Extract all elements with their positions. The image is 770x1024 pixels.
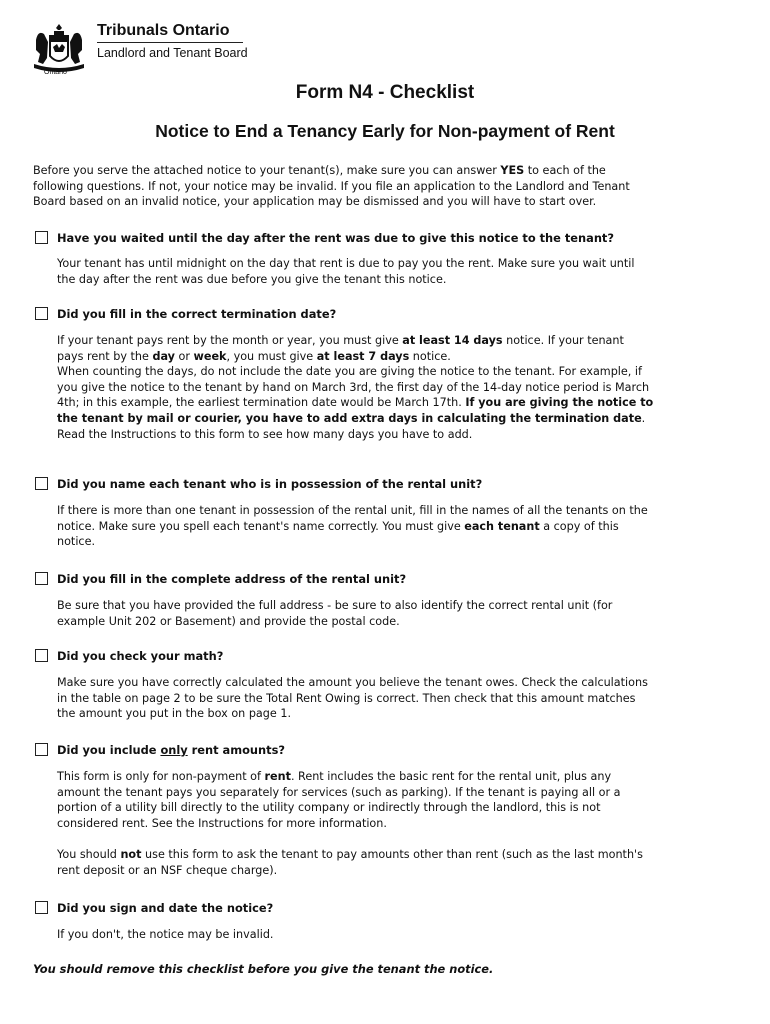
checkbox[interactable] [35, 477, 48, 490]
question-text: Did you fill in the complete address of the rental unit? [57, 572, 407, 586]
answer-sign-date: If you don't, the notice may be invalid. [57, 928, 274, 941]
answer-tenant-names: If there is more than one tenant in possession of the rental unit, fill in the names of all the tenants on the notice. Make sure you spell each tenant's name correctly. You must give each tenant a copy of this notice. [57, 504, 648, 549]
checklist-item-rent-only[interactable] [35, 742, 285, 758]
checkbox[interactable] [35, 743, 48, 756]
answer-math: Make sure you have correctly calculated the amount you believe the tenant owes. Check the calculations in the table on page 2 to be sure the Total Rent Owing is correct. Then check that this amount matches the amount you put in the box on page 1. [57, 676, 648, 721]
footer-note: You should remove this checklist before you give the tenant the notice. [33, 962, 494, 976]
answer-wait: Your tenant has until midnight on the day that rent is due to pay you the rent. Make sure you wait until the day after the rent was due before you give the tenant this notice. [57, 257, 635, 286]
crest-label: Ontario [44, 69, 67, 76]
checkbox[interactable] [35, 307, 48, 320]
checklist-item-address[interactable] [35, 571, 406, 587]
question-text: Did you fill in the correct termination date? [57, 307, 337, 321]
question-text: Did you include only rent amounts? [57, 743, 285, 757]
checklist-item-tenant-names[interactable] [35, 476, 482, 492]
answer-rent-only-note: You should not use this form to ask the tenant to pay amounts other than rent (such as the last month's rent deposit or an NSF cheque charge). [57, 848, 643, 877]
checklist-item-math[interactable] [35, 648, 223, 664]
intro-paragraph: Before you serve the attached notice to your tenant(s), make sure you can answer YES to each of the following questions. If not, your notice may be invalid. If you file an application to the Landlord and Tenant Board based on an invalid notice, your application may be dismissed and you will have to start over. [33, 164, 630, 209]
checkbox[interactable] [35, 649, 48, 662]
answer-termination-date: If your tenant pays rent by the month or year, you must give at least 14 days notice. If your tenant pays rent by the day or week, you must give at least 7 days notice. When counting the days, do not include the date you are giving the notice to the tenant. For example, if you give the notice to the tenant by hand on March 3rd, the first day of the 14-day notice period is March 4th; in this example, the earliest termination date would be March 17th. If you are giving the notice to the tenant by mail or courier, you have to add extra days in calculating the termination date. Read the Instructions to this form to see how many days you have to add. [57, 334, 654, 441]
answer-address: Be sure that you have provided the full address - be sure to also identify the correct rental unit (for example Unit 202 or Basement) and provide the postal code. [57, 599, 613, 628]
board-name: Landlord and Tenant Board [97, 46, 248, 60]
answer-rent-only: This form is only for non-payment of rent. Rent includes the basic rent for the rental unit, plus any amount the tenant pays you separately for services (such as parking). If the tenant is paying all or a portion of a utility bill directly to the utility company or indirectly through the landlord, this is not considered rent. See the Instructions for more information. [57, 770, 621, 830]
question-text: Have you waited until the day after the rent was due to give this notice to the tenant? [57, 231, 614, 245]
notice-title: Notice to End a Tenancy Early for Non-payment of Rent [155, 121, 615, 141]
question-text: Did you check your math? [57, 649, 224, 663]
checkbox[interactable] [35, 231, 48, 244]
checkbox[interactable] [35, 572, 48, 585]
checklist-item-termination-date[interactable] [35, 306, 336, 322]
checkbox[interactable] [35, 901, 48, 914]
header-logo [30, 22, 270, 82]
page-title: Form N4 - Checklist [295, 82, 475, 103]
question-text: Did you name each tenant who is in possession of the rental unit? [57, 477, 483, 491]
org-divider [97, 42, 243, 43]
org-name: Tribunals Ontario [97, 22, 230, 39]
checklist-item-sign-date[interactable] [35, 900, 273, 916]
checklist-item-wait[interactable] [35, 230, 614, 246]
question-text: Did you sign and date the notice? [57, 901, 274, 915]
